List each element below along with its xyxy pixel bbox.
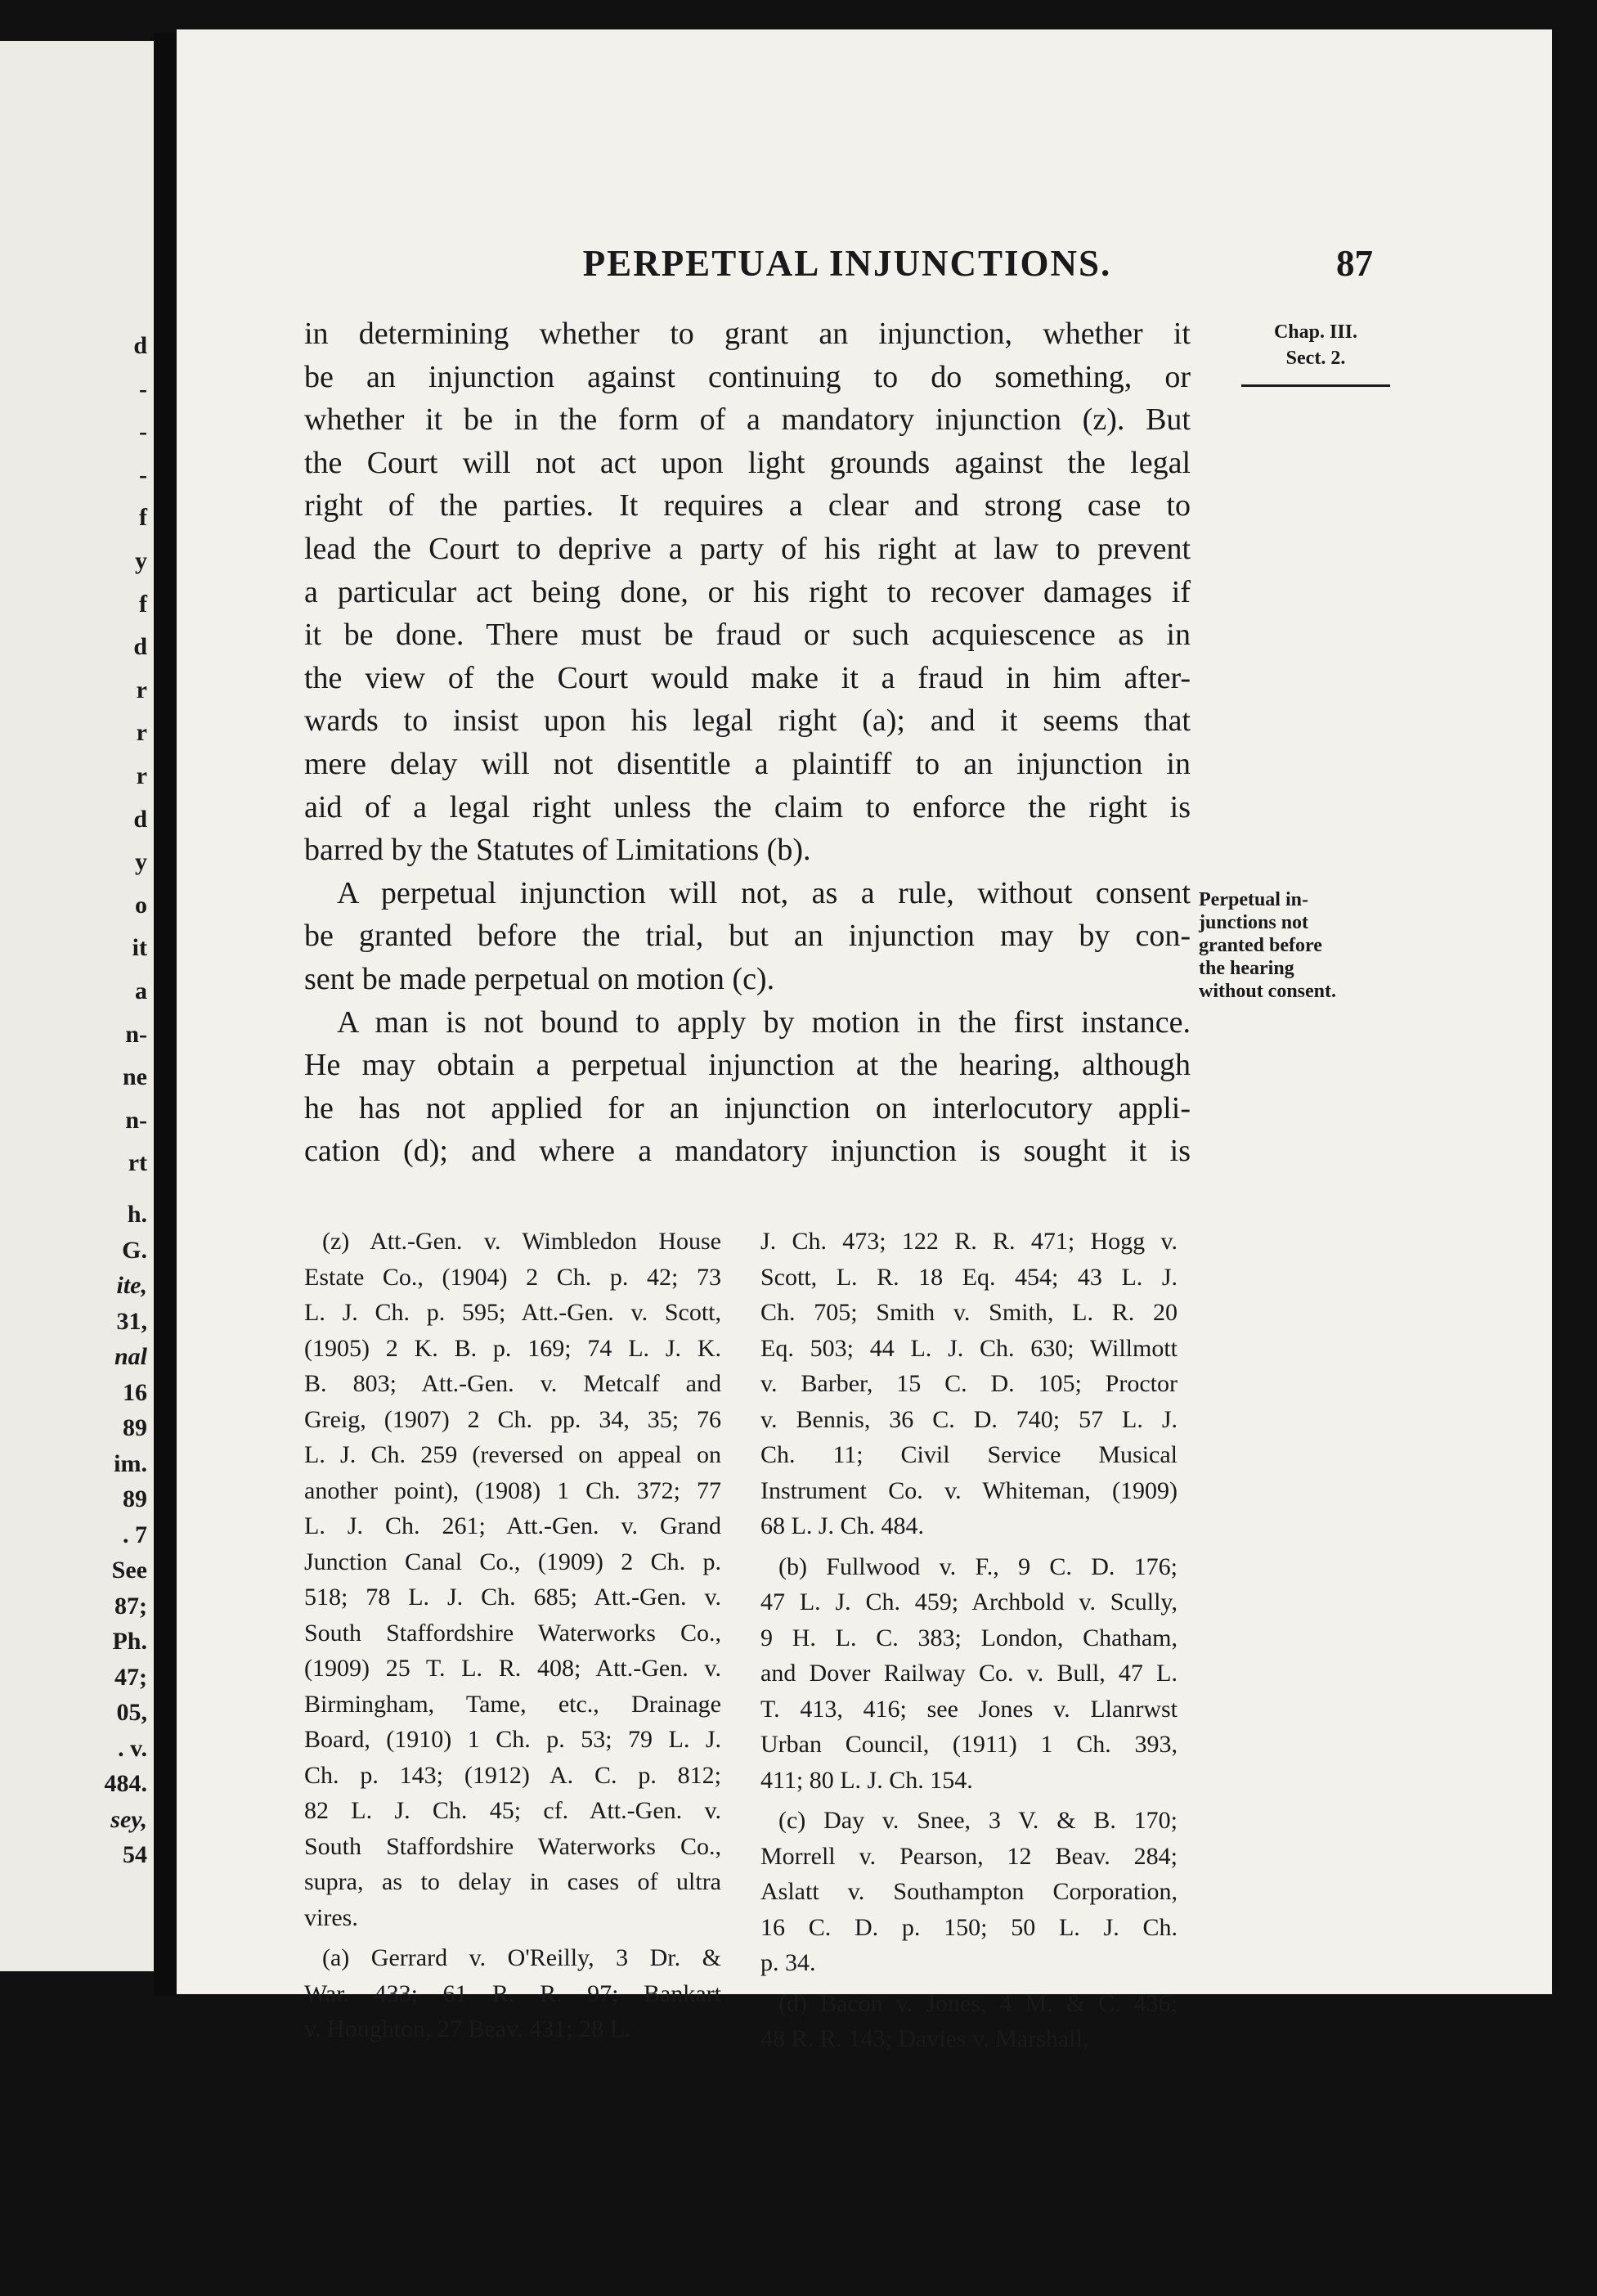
- footnote-line: 411; 80 L. J. Ch. 154.: [760, 1766, 973, 1794]
- facing-page-fragment: d: [133, 805, 147, 833]
- margin-note-line: Perpetual in-: [1199, 889, 1308, 910]
- footnote-line: Board, (1910) 1 Ch. p. 53; 79 L. J.: [304, 1726, 721, 1753]
- facing-page-fragment: ne: [123, 1063, 147, 1091]
- margin-section: Sect. 2.: [1285, 348, 1346, 369]
- footnote-line: (1905) 2 K. B. p. 169; 74 L. J. K.: [304, 1334, 721, 1362]
- margin-chapter: Chap. III.: [1273, 321, 1358, 343]
- footnote-line: L. J. Ch. p. 595; Att.-Gen. v. Scott,: [304, 1299, 721, 1326]
- footnote-line: (1909) 25 T. L. R. 408; Att.-Gen. v.: [304, 1655, 721, 1682]
- body-line: be granted before the trial, but an injunction may by con-: [304, 919, 1191, 954]
- facing-page-fragment: rt: [128, 1149, 147, 1177]
- facing-page-fragment: 54: [123, 1841, 147, 1868]
- body-line: he has not applied for an injunction on interlocutory appli-: [304, 1090, 1191, 1126]
- footnote-line: (z) Att.-Gen. v. Wimbledon House: [322, 1228, 721, 1255]
- footnote-line: War. 433; 61 R. R. 97; Bankart: [304, 1979, 721, 2007]
- facing-page-fragment: Ph.: [112, 1628, 147, 1655]
- body-line: the Court will not act upon light grounds against the legal: [304, 445, 1191, 480]
- facing-page-fragment: r: [136, 676, 147, 703]
- footnote-line: L. J. Ch. 259 (reversed on appeal on: [304, 1441, 721, 1468]
- facing-page-fragment: n-: [125, 1020, 147, 1048]
- body-line: a particular act being done, or his right to recover damages if: [304, 574, 1191, 609]
- footnote-line: South Staffordshire Waterworks Co.,: [304, 1619, 721, 1647]
- body-line: barred by the Statutes of Limitations (b).: [304, 833, 811, 868]
- footnote-line: (d) Bacon v. Jones, 4 M. & C. 436;: [778, 1989, 1178, 2017]
- facing-page-fragment: See: [111, 1557, 147, 1584]
- footnote-line: Estate Co., (1904) 2 Ch. p. 42; 73: [304, 1263, 721, 1291]
- footnote-line: 82 L. J. Ch. 45; cf. Att.-Gen. v.: [304, 1797, 721, 1824]
- facing-page-fragment: d: [133, 633, 147, 661]
- footnote-line: Ch. 11; Civil Service Musical: [760, 1441, 1178, 1468]
- footnote-line: and Dover Railway Co. v. Bull, 47 L.: [760, 1660, 1178, 1687]
- footnote-line: Ch. 705; Smith v. Smith, L. R. 20: [760, 1299, 1178, 1326]
- footnote-line: 47 L. J. Ch. 459; Archbold v. Scully,: [760, 1588, 1178, 1615]
- footnote-line: v. Barber, 15 C. D. 105; Proctor: [760, 1370, 1178, 1397]
- body-line: it be done. There must be fraud or such acquiescence as in: [304, 618, 1191, 653]
- body-line: right of the parties. It requires a clear and strong case to: [304, 488, 1191, 523]
- body-line: be an injunction against continuing to do something, or: [304, 359, 1191, 394]
- footnote-line: supra, as to delay in cases of ultra: [304, 1868, 721, 1895]
- facing-page-fragment: 16: [123, 1378, 147, 1406]
- facing-page-fragment: o: [135, 891, 147, 919]
- body-line: the view of the Court would make it a fraud in him after-: [304, 660, 1191, 695]
- footnote-line: B. 803; Att.-Gen. v. Metcalf and: [304, 1370, 721, 1397]
- facing-page-fragment: f: [139, 504, 147, 532]
- footnote-line: L. J. Ch. 261; Att.-Gen. v. Grand: [304, 1512, 721, 1539]
- body-line: mere delay will not disentitle a plaintiff to an injunction in: [304, 746, 1191, 781]
- body-line: cation (d); and where a mandatory injunction is sought it is: [304, 1134, 1191, 1169]
- facing-page-fragment: -: [139, 418, 147, 446]
- facing-page-fragment: 47;: [114, 1663, 147, 1691]
- body-line: whether it be in the form of a mandatory injunction (z). But: [304, 402, 1191, 438]
- facing-page-fragment: 31,: [116, 1307, 147, 1335]
- facing-page-fragment: -: [139, 375, 147, 402]
- facing-page-fragment: f: [139, 590, 147, 618]
- facing-page-fragment: im.: [114, 1449, 147, 1477]
- facing-page-fragment: r: [136, 762, 147, 789]
- footnote-line: South Staffordshire Waterworks Co.,: [304, 1832, 721, 1860]
- facing-page-fragment: 87;: [114, 1592, 147, 1620]
- footnote-line: T. 413, 416; see Jones v. Llanrwst: [760, 1695, 1178, 1723]
- footnote-line: another point), (1908) 1 Ch. 372; 77: [304, 1476, 721, 1504]
- facing-page-fragment: 484.: [104, 1770, 147, 1797]
- facing-page-fragment: r: [136, 719, 147, 747]
- facing-page-fragment: 89: [123, 1485, 147, 1512]
- footnote-line: 518; 78 L. J. Ch. 685; Att.-Gen. v.: [304, 1584, 721, 1611]
- footnote-line: 68 L. J. Ch. 484.: [760, 1512, 925, 1539]
- footnote-line: Birmingham, Tame, etc., Drainage: [304, 1690, 721, 1718]
- footnote-line: (a) Gerrard v. O'Reilly, 3 Dr. &: [322, 1944, 721, 1971]
- facing-page-fragment: y: [135, 547, 147, 574]
- footnote-line: (b) Fullwood v. F., 9 C. D. 176;: [778, 1552, 1178, 1580]
- footnote-line: Aslatt v. Southampton Corporation,: [760, 1878, 1178, 1905]
- margin-rule: [1241, 384, 1390, 387]
- body-line: A man is not bound to apply by motion in the first instance.: [337, 1004, 1191, 1040]
- footnote-line: (c) Day v. Snee, 3 V. & B. 170;: [778, 1807, 1178, 1834]
- footnote-line: Urban Council, (1911) 1 Ch. 393,: [760, 1731, 1178, 1758]
- facing-page-fragment: n-: [125, 1106, 147, 1134]
- body-line: sent be made perpetual on motion (c).: [304, 961, 775, 996]
- footnote-line: 16 C. D. p. 150; 50 L. J. Ch.: [760, 1913, 1178, 1941]
- facing-page-fragment: a: [135, 977, 147, 1004]
- body-line: wards to insist upon his legal right (a); and it seems that: [304, 703, 1191, 739]
- body-line: He may obtain a perpetual injunction at the hearing, although: [304, 1048, 1191, 1083]
- facing-page-fragment: . v.: [118, 1734, 147, 1762]
- footnote-line: 9 H. L. C. 383; London, Chatham,: [760, 1624, 1178, 1651]
- body-line: in determining whether to grant an injunction, whether it: [304, 317, 1191, 351]
- facing-page-fragment: G.: [122, 1236, 147, 1264]
- footnote-line: Instrument Co. v. Whiteman, (1909): [760, 1476, 1178, 1504]
- footnote-line: v. Bennis, 36 C. D. 740; 57 L. J.: [760, 1405, 1178, 1433]
- facing-page-fragment: h.: [127, 1201, 147, 1228]
- facing-page-fragment: 89: [123, 1414, 147, 1441]
- footnote-line: Scott, L. R. 18 Eq. 454; 43 L. J.: [760, 1263, 1178, 1291]
- facing-page-fragment: . 7: [123, 1521, 147, 1548]
- page-number: 87: [1336, 243, 1373, 284]
- margin-note-line: junctions not: [1199, 912, 1309, 933]
- footnote-line: Eq. 503; 44 L. J. Ch. 630; Willmott: [760, 1334, 1178, 1362]
- facing-page: [0, 41, 154, 1971]
- book-page: [177, 29, 1552, 2052]
- footnotes-left-column: [304, 1224, 721, 2047]
- book-gutter: [154, 33, 177, 1996]
- page-header: [177, 242, 1552, 291]
- footnote-line: J. Ch. 473; 122 R. R. 471; Hogg v.: [760, 1228, 1178, 1255]
- facing-page-fragment: it: [132, 934, 147, 962]
- margin-note-line: the hearing: [1199, 958, 1294, 979]
- footnote-line: 48 R. R. 143; Davies v. Marshall,: [760, 2025, 1089, 2052]
- body-line: lead the Court to deprive a party of his right at law to prevent: [304, 531, 1191, 566]
- facing-page-fragment: d: [133, 332, 147, 359]
- footnote-line: Morrell v. Pearson, 12 Beav. 284;: [760, 1842, 1178, 1870]
- footnote-line: vires.: [304, 1903, 358, 1931]
- facing-page-fragment: -: [139, 461, 147, 488]
- facing-page-fragment: y: [135, 848, 147, 876]
- facing-page-fragment: sey,: [110, 1805, 147, 1833]
- footnotes-right-column: [760, 1224, 1178, 2057]
- body-text: [304, 312, 1191, 1173]
- facing-page-fragment: 05,: [116, 1699, 147, 1726]
- body-line: aid of a legal right unless the claim to enforce the right is: [304, 789, 1191, 824]
- margin-note-line: granted before: [1199, 935, 1322, 956]
- facing-page-fragment: ite,: [116, 1272, 147, 1299]
- body-line: A perpetual injunction will not, as a rule, without consent: [337, 875, 1191, 910]
- footnote-line: p. 34.: [760, 1949, 816, 1976]
- footnote-line: Junction Canal Co., (1909) 2 Ch. p.: [304, 1548, 721, 1575]
- footnote-line: Ch. p. 143; (1912) A. C. p. 812;: [304, 1761, 721, 1789]
- margin-note-line: without consent.: [1199, 981, 1337, 1002]
- running-head: PERPETUAL INJUNCTIONS.: [582, 243, 1112, 284]
- footnote-line: v. Houghton, 27 Beav. 431; 28 L.: [304, 2015, 631, 2042]
- footnote-line: Greig, (1907) 2 Ch. pp. 34, 35; 76: [304, 1405, 721, 1433]
- facing-page-fragment: nal: [114, 1343, 147, 1370]
